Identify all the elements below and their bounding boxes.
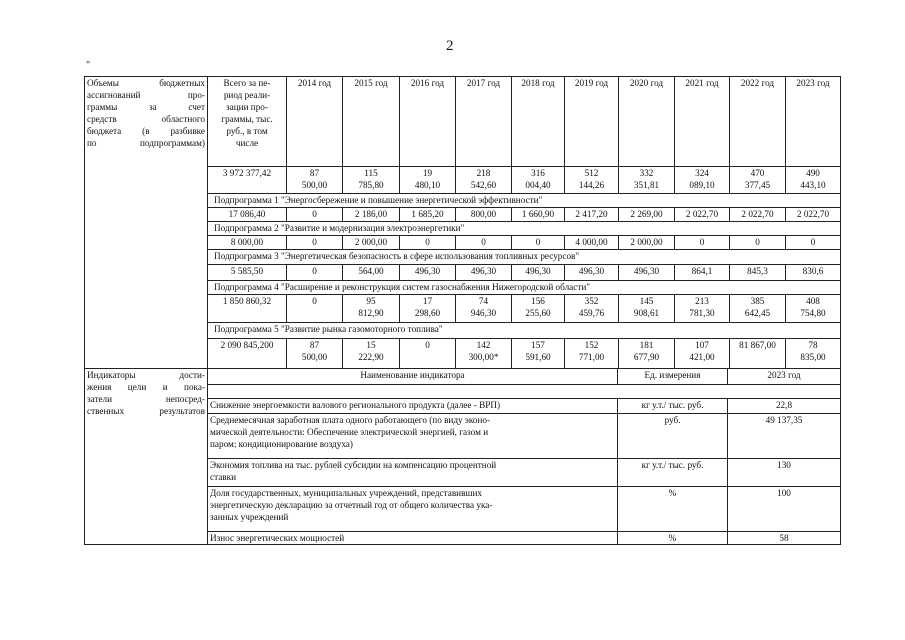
indicator-name-cell: Доля государственных, муниципальных учреждений, представивших энергетическую декларацию за отчетный год от общего количества ука- занных учреждений	[207, 486, 618, 532]
year-header: 2018 год	[511, 76, 565, 167]
indicator-unit-cell: кг у.т./ тыс. руб.	[617, 398, 728, 414]
indicator-unit-cell: руб.	[617, 413, 728, 459]
subprogram-value-cell: 87 500,00	[286, 338, 343, 369]
subprogram-value-cell: 15 222,90	[342, 338, 400, 369]
indicator-name-cell: Износ энергетических мощностей	[207, 531, 618, 545]
subprogram-value-cell: 564,00	[342, 264, 400, 281]
subprogram-value-cell: 1 660,90	[511, 207, 565, 222]
indicator-value-cell: 130	[727, 458, 841, 487]
subprogram-value-cell: 2 417,20	[564, 207, 619, 222]
subprogram-value-cell: 8 000,00	[207, 235, 287, 250]
subprogram-value-cell: 0	[399, 338, 456, 369]
subprogram-value-cell: 156 255,60	[511, 294, 565, 323]
indicator-name-cell: Снижение энергоемкости валового регионального продукта (далее - ВРП)	[207, 398, 618, 414]
subprogram-value-cell: 152 771,00	[564, 338, 619, 369]
subprogram-value-cell: 142 300,00*	[455, 338, 512, 369]
subprogram-value-cell: 2 186,00	[342, 207, 400, 222]
subprogram-value-cell: 145 908,61	[618, 294, 675, 323]
indicator-value-cell: 22,8	[727, 398, 841, 414]
subprogram-value-cell: 0	[286, 294, 343, 323]
total-value-cell: 316 004,40	[511, 166, 565, 194]
subprogram-value-cell: 2 022,70	[674, 207, 730, 222]
year-header: 2023 год	[785, 76, 841, 167]
subprogram-value-cell: 496,30	[399, 264, 456, 281]
year-header: 2016 год	[399, 76, 456, 167]
year-header: 2021 год	[674, 76, 730, 167]
subprogram-value-cell: 0	[511, 235, 565, 250]
year-header: 2017 год	[455, 76, 512, 167]
subprogram-value-cell: 2 000,00	[618, 235, 675, 250]
total-value-cell: 332 351,81	[618, 166, 675, 194]
indicator-name-cell: Экономия топлива на тыс. рублей субсидии на компенсацию процентной ставки	[207, 458, 618, 487]
subprogram-value-cell: 0	[729, 235, 786, 250]
subprogram-title: Подпрограмма 1 "Энергосбережение и повышение энергетической эффективности"	[207, 193, 841, 208]
total-value-cell: 87 500,00	[286, 166, 343, 194]
year-header: 2022 год	[729, 76, 786, 167]
subprogram-value-cell: 17 086,40	[207, 207, 287, 222]
subprogram-value-cell: 845,3	[729, 264, 786, 281]
subprogram-title: Подпрограмма 3 "Энергетическая безопасность в сфере использования топливных ресурсов"	[207, 249, 841, 265]
subprogram-value-cell: 408 754,80	[785, 294, 841, 323]
subprogram-value-cell: 2 000,00	[342, 235, 400, 250]
subprogram-value-cell: 157 591,60	[511, 338, 565, 369]
subprogram-value-cell: 213 781,30	[674, 294, 730, 323]
subprogram-value-cell: 107 421,00	[674, 338, 730, 369]
opening-quote-mark: "	[86, 60, 91, 71]
subprogram-value-cell: 0	[286, 207, 343, 222]
subprogram-value-cell: 0	[674, 235, 730, 250]
subprogram-value-cell: 1 850 860,32	[207, 294, 287, 323]
indicators-blank-row	[207, 384, 841, 399]
subprogram-value-cell: 0	[286, 264, 343, 281]
subprogram-title: Подпрограмма 2 "Развитие и модернизация электроэнергетики"	[207, 221, 841, 236]
subprogram-value-cell: 181 677,90	[618, 338, 675, 369]
subprogram-value-cell: 385 642,45	[729, 294, 786, 323]
total-value-cell: 470 377,45	[729, 166, 786, 194]
subprogram-value-cell: 4 000,00	[564, 235, 619, 250]
indicator-year-header: 2023 год	[727, 368, 841, 385]
indicator-value-cell: 100	[727, 486, 841, 532]
subprogram-value-cell: 95 812,90	[342, 294, 400, 323]
subprogram-value-cell: 1 685,20	[399, 207, 456, 222]
subprogram-value-cell: 74 946,30	[455, 294, 512, 323]
indicator-unit-cell: %	[617, 531, 728, 545]
subprogram-value-cell: 0	[455, 235, 512, 250]
year-header: 2014 год	[286, 76, 343, 167]
total-period-header: Всего за пе- риод реали- зации про- граммы, тыс. руб., в том числе	[207, 76, 287, 167]
total-value-cell: 3 972 377,42	[207, 166, 287, 194]
subprogram-value-cell: 496,30	[455, 264, 512, 281]
budget-label-cell: Объемы бюджетных ассигнований про- граммы за счет средств областного бюджета (в разбивке по подпрограммам)	[84, 76, 208, 369]
subprogram-title: Подпрограмма 4 "Расширение и реконструкция систем газоснабжения Нижегородской области"	[207, 280, 841, 295]
subprogram-value-cell: 2 022,70	[785, 207, 841, 222]
subprogram-value-cell: 0	[286, 235, 343, 250]
year-header: 2020 год	[618, 76, 675, 167]
total-value-cell: 512 144,26	[564, 166, 619, 194]
indicator-value-cell: 49 137,35	[727, 413, 841, 459]
subprogram-value-cell: 496,30	[564, 264, 619, 281]
subprogram-value-cell: 17 298,60	[399, 294, 456, 323]
year-header: 2019 год	[564, 76, 619, 167]
subprogram-value-cell: 800,00	[455, 207, 512, 222]
subprogram-value-cell: 2 022,70	[729, 207, 786, 222]
indicators-label-cell: Индикаторы дости- жения цели и пока- затели непосред- ственных результатов	[84, 368, 208, 545]
page-number: 2	[446, 38, 454, 54]
subprogram-value-cell: 78 835,00	[785, 338, 841, 369]
indicator-name-cell: Среднемесячная заработная плата одного работающего (по виду эконо- мической деятельности: Обеспечение электрической энергией, газом и паром; кондиционирование воздуха)	[207, 413, 618, 459]
total-value-cell: 115 785,80	[342, 166, 400, 194]
total-value-cell: 19 480,10	[399, 166, 456, 194]
subprogram-value-cell: 2 090 845,200	[207, 338, 287, 369]
subprogram-value-cell: 830,6	[785, 264, 841, 281]
total-value-cell: 490 443,10	[785, 166, 841, 194]
subprogram-value-cell: 81 867,00	[729, 338, 786, 369]
subprogram-value-cell: 5 585,50	[207, 264, 287, 281]
subprogram-value-cell: 496,30	[618, 264, 675, 281]
subprogram-value-cell: 0	[399, 235, 456, 250]
indicator-unit-cell: %	[617, 486, 728, 532]
subprogram-value-cell: 496,30	[511, 264, 565, 281]
subprogram-value-cell: 352 459,76	[564, 294, 619, 323]
subprogram-value-cell: 2 269,00	[618, 207, 675, 222]
indicator-name-header: Наименование индикатора	[207, 368, 618, 385]
total-value-cell: 324 089,10	[674, 166, 730, 194]
indicator-unit-header: Ед. измерения	[617, 368, 728, 385]
indicator-value-cell: 58	[727, 531, 841, 545]
subprogram-value-cell: 864,1	[674, 264, 730, 281]
total-value-cell: 218 542,60	[455, 166, 512, 194]
subprogram-value-cell: 0	[785, 235, 841, 250]
indicator-unit-cell: кг у.т./ тыс. руб.	[617, 458, 728, 487]
year-header: 2015 год	[342, 76, 400, 167]
subprogram-title: Подпрограмма 5 "Развитие рынка газомоторного топлива"	[207, 322, 841, 339]
